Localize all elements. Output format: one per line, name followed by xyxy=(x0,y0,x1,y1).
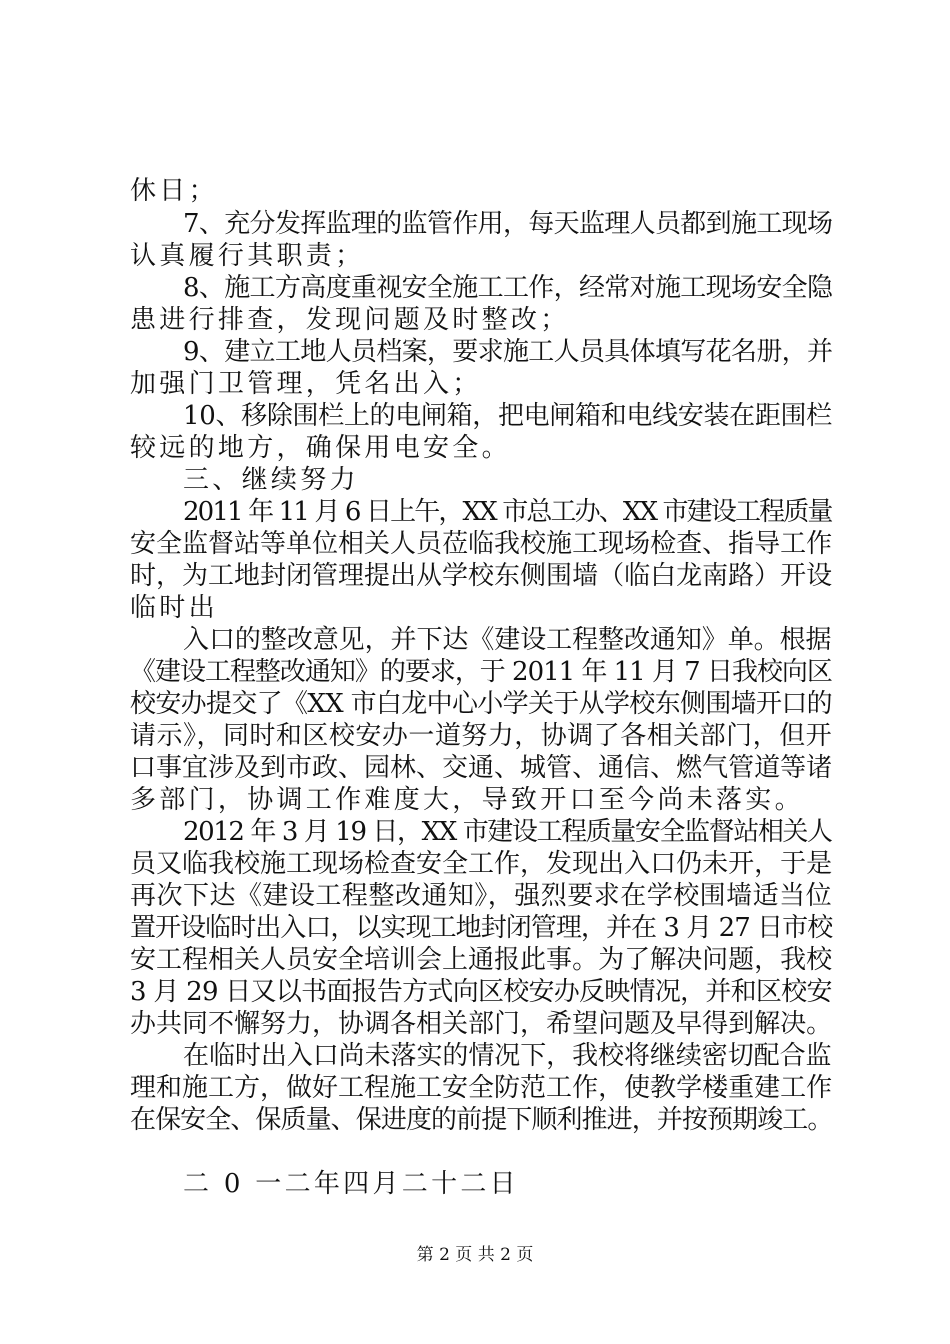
text-line: 理和施工方，做好工程施工安全防范工作，使教学楼重建工作 xyxy=(130,1073,833,1103)
text-line: 2012 年 3 月 19 日，XX 市建设工程质量安全监督站相关人 xyxy=(183,817,832,847)
text-line: 2011 年 11 月 6 日上午，XX 市总工办、XX 市建设工程质量 xyxy=(183,497,832,527)
date-line: 二 0 一二年四月二十二日 xyxy=(183,1169,519,1199)
text-line: 加强门卫管理，凭名出入； xyxy=(130,369,482,399)
text-line: 7、充分发挥监理的监管作用，每天监理人员都到施工现场 xyxy=(183,209,833,239)
text-line: 临时出 xyxy=(130,593,218,623)
text-line: 患进行排查，发现问题及时整改； xyxy=(130,305,570,335)
text-line: 安工程相关人员安全培训会上通报此事。为了解决问题，我校 xyxy=(130,945,833,975)
text-line: 请示》，同时和区校安办一道努力，协调了各相关部门，但开 xyxy=(130,721,833,751)
section-heading: 三、继续努力 xyxy=(183,465,359,495)
text-line: 8、施工方高度重视安全施工工作，经常对施工现场安全隐 xyxy=(183,273,833,303)
text-line: 休日； xyxy=(130,176,218,206)
text-line: 多部门，协调工作难度大，导致开口至今尚未落实。 xyxy=(130,785,804,815)
text-line: 入口的整改意见，并下达《建设工程整改通知》单。根据 xyxy=(183,625,832,655)
text-line: 10、移除围栏上的电闸箱，把电闸箱和电线安装在距围栏 xyxy=(183,401,832,431)
text-line: 员又临我校施工现场检查安全工作，发现出入口仍未开，于是 xyxy=(130,849,833,879)
text-line: 校安办提交了《XX 市白龙中心小学关于从学校东侧围墙开口的 xyxy=(130,689,832,719)
text-line: 9、建立工地人员档案，要求施工人员具体填写花名册，并 xyxy=(183,337,833,367)
text-line: 时，为工地封闭管理提出从学校东侧围墙（临白龙南路）开设 xyxy=(130,561,833,591)
text-line: 置开设临时出入口，以实现工地封闭管理，并在 3 月 27 日市校 xyxy=(130,913,833,943)
page-number-footer: 第 2 页 共 2 页 xyxy=(416,1245,534,1265)
text-line: 在临时出入口尚未落实的情况下，我校将继续密切配合监 xyxy=(183,1041,832,1071)
text-line: 在保安全、保质量、保进度的前提下顺利推进，并按预期竣工。 xyxy=(130,1105,833,1135)
text-line: 认真履行其职责； xyxy=(130,241,365,271)
text-line: 3 月 29 日又以书面报告方式向区校安办反映情况，并和区校安 xyxy=(130,977,832,1007)
text-line: 办共同不懈努力，协调各相关部门，希望问题及早得到解决。 xyxy=(130,1009,833,1039)
text-line: 再次下达《建设工程整改通知》，强烈要求在学校围墙适当位 xyxy=(130,881,833,911)
text-line: 较远的地方，确保用电安全。 xyxy=(130,433,511,463)
text-line: 安全监督站等单位相关人员莅临我校施工现场检查、指导工作 xyxy=(130,529,833,559)
text-line: 《建设工程整改通知》的要求，于 2011 年 11 月 7 日我校向区 xyxy=(130,657,832,687)
text-line: 口事宜涉及到市政、园林、交通、城管、通信、燃气管道等诸 xyxy=(130,753,833,783)
